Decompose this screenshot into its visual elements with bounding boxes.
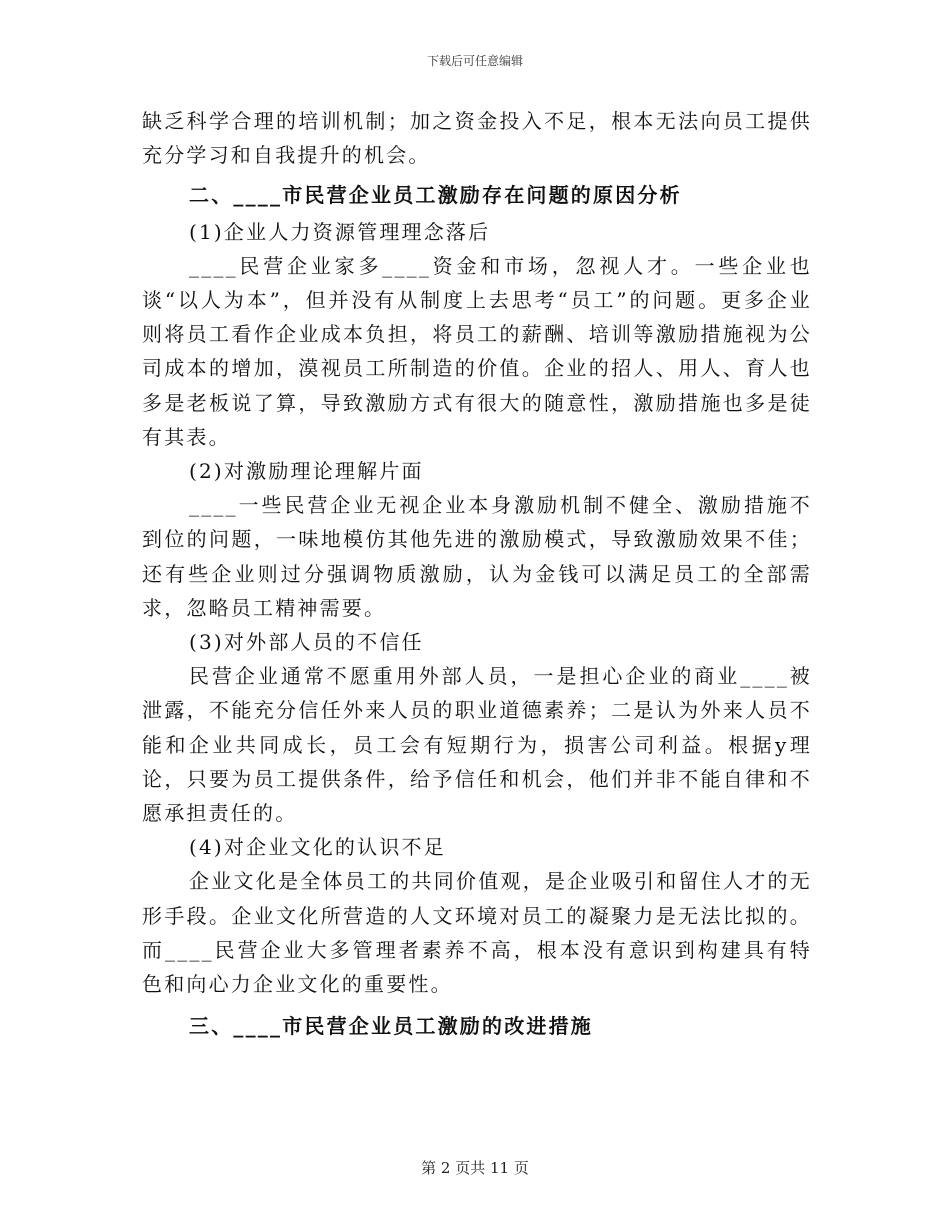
subheading-1: (1)企业人力资源管理理念落后 — [189, 219, 491, 244]
document-body — [142, 104, 812, 1043]
paragraph-continuation: 缺乏科学合理的培训机制；加之资金投入不足，根本无法向员工提供充分学习和自我提升的机会。 — [142, 109, 812, 168]
page-header: 下载后可任意编辑 — [426, 54, 523, 68]
paragraph-3: 民营企业通常不愿重用外部人员，一是担心企业的商业____被泄露，不能充分信任外来人员的职业道德素养；二是认为外来人员不能和企业共同成长，员工会有短期行为，损害公司利益。根据y理论，只要为员工提供条件，给予信任和机会，他们并非不能自律和不愿承担责任的。 — [142, 664, 812, 826]
paragraph-1: ____民营企业家多____资金和市场，忽视人才。一些企业也谈“以人为本”，但并没有从制度上去思考“员工”的问题。更多企业则将员工看作企业成本负担，将员工的薪酬、培训等激励措施视为公司成本的增加，漠视员工所制造的价值。企业的招人、用人、育人也多是老板说了算，导致激励方式有很大的随意性，激励措施也多是徒有其表。 — [142, 253, 812, 449]
paragraph-2: ____一些民营企业无视企业本身激励机制不健全、激励措施不到位的问题，一味地模仿其他先进的激励模式，导致激励效果不佳；还有些企业则过分强调物质激励，认为金钱可以满足员工的全部需求，忽略员工精神需要。 — [142, 493, 812, 620]
page-footer: 第 2 页共 11 页 — [421, 1159, 529, 1177]
subheading-3: (3)对外部人员的不信任 — [189, 630, 424, 655]
section-heading-2: 二、____市民营企业员工激励存在问题的原因分析 — [189, 183, 682, 208]
subheading-2: (2)对激励理论理解片面 — [189, 459, 424, 484]
paragraph-4: 企业文化是全体员工的共同价值观，是企业吸引和留住人才的无形手段。企业文化所营造的人文环境对员工的凝聚力是无法比拟的。而____民营企业大多管理者素养不高，根本没有意识到构建具有特色和向心力企业文化的重要性。 — [142, 869, 812, 997]
subheading-4: (4)对企业文化的认识不足 — [189, 835, 446, 860]
section-heading-3: 三、____市民营企业员工激励的改进措施 — [189, 1014, 593, 1039]
